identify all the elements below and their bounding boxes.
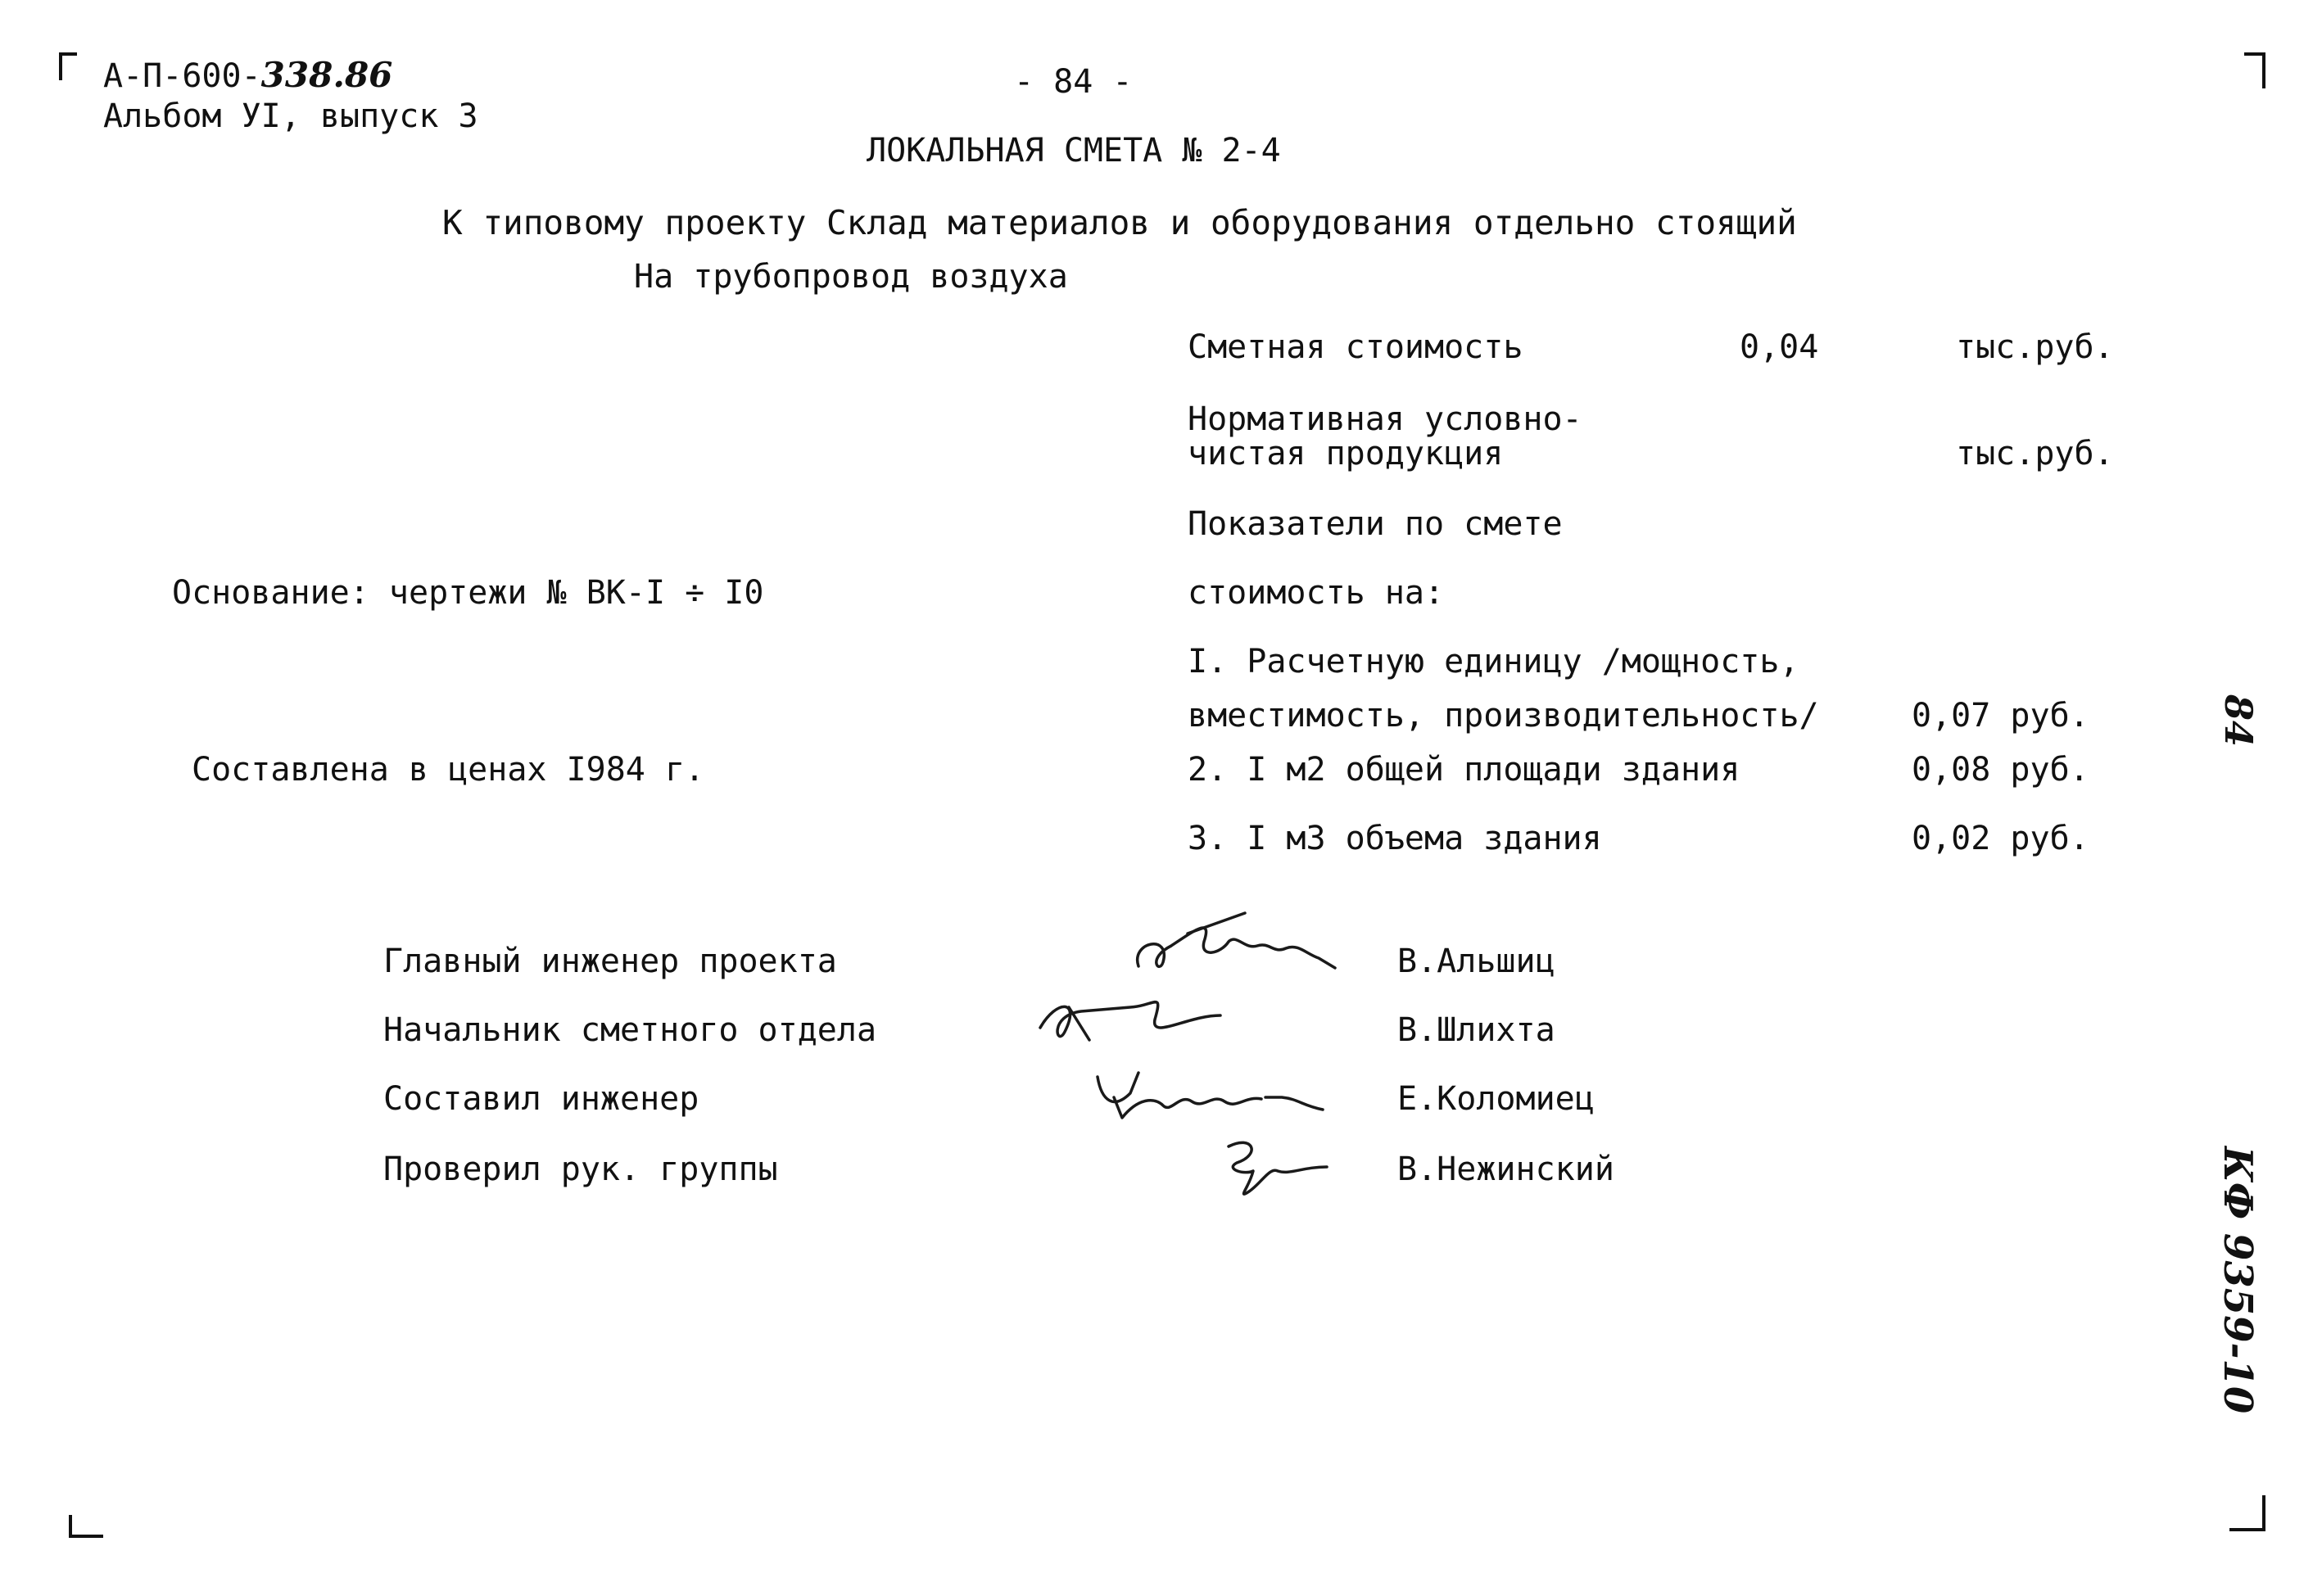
- signature-head-estimates: [1032, 983, 1237, 1052]
- item1-line2: вместимость, производительность/: [1188, 697, 1819, 735]
- prices-year: Составлена в ценах I984 г.: [192, 751, 705, 789]
- item3-label: 3. I м3 объема здания: [1188, 820, 1602, 857]
- normative-unit: тыс.руб.: [1956, 435, 2114, 472]
- subject-line: На трубопровод воздуха: [634, 258, 1068, 296]
- item2-label: 2. I м2 общей площади здания: [1188, 751, 1740, 789]
- estimated-cost-unit: тыс.руб.: [1956, 328, 2114, 366]
- signatory-role: Главный инженер проекта: [383, 943, 837, 980]
- signatory-name: В.Шлихта: [1397, 1011, 1555, 1049]
- corner-mark-bottom-right: [2229, 1495, 2265, 1531]
- indicators-label: Показатели по смете: [1188, 505, 1563, 543]
- signatory-name: В.Альшиц: [1397, 943, 1555, 980]
- item1-value: 0,07 руб.: [1912, 697, 2089, 735]
- corner-mark-top-right: [2244, 52, 2265, 88]
- margin-catalog-code: КФ 9359-10: [2215, 1146, 2261, 1414]
- item3-value: 0,02 руб.: [1912, 820, 2089, 857]
- signatory-role: Начальник сметного отдела: [383, 1011, 877, 1049]
- corner-mark-top-left: [59, 52, 77, 80]
- project-line: К типовому проекту Склад материалов и оборудования отдельно стоящий: [442, 203, 1797, 242]
- estimated-cost-value: 0,04: [1740, 328, 1819, 366]
- item1-line1: I. Расчетную единицу /мощность,: [1188, 643, 1799, 680]
- cost-on-label: стоимость на:: [1188, 574, 1445, 612]
- normative-label-line2: чистая продукция: [1188, 435, 1504, 472]
- normative-label-line1: Нормативная условно-: [1188, 400, 1582, 438]
- corner-mark-bottom-left: [69, 1515, 103, 1538]
- signatory-role: Проверил рук. группы: [383, 1151, 778, 1188]
- signature-group-lead: [1212, 1130, 1335, 1204]
- album-line: Альбом УI, выпуск 3: [103, 97, 478, 135]
- basis-line: Основание: чертежи № ВК-I ÷ I0: [172, 574, 764, 612]
- signature-chief-engineer: [1122, 909, 1351, 983]
- signature-compiler: [1089, 1065, 1335, 1130]
- item2-value: 0,08 руб.: [1912, 751, 2089, 789]
- page-number: - 84 -: [1014, 63, 1133, 101]
- margin-page-number: 84: [2216, 694, 2261, 748]
- doc-code-number: 338.86: [260, 55, 393, 95]
- signatory-role: Составил инженер: [383, 1080, 699, 1118]
- signatory-name: Е.Коломиец: [1397, 1080, 1595, 1118]
- doc-code-prefix: А-П-600-: [103, 57, 261, 95]
- signatory-name: В.Нежинский: [1397, 1151, 1614, 1188]
- document-title: ЛОКАЛЬНАЯ СМЕТА № 2-4: [867, 132, 1281, 170]
- doc-code: [103, 56, 392, 96]
- estimated-cost-label: Сметная стоимость: [1188, 328, 1523, 366]
